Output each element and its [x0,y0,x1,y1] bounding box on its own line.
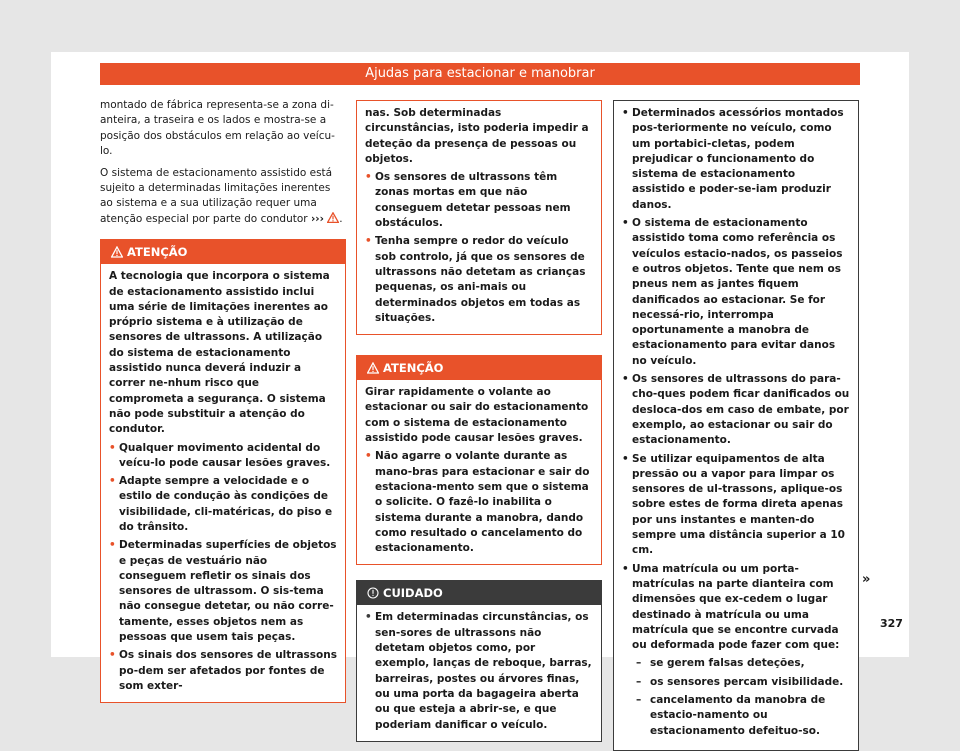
column-1 [100,98,346,703]
caution-bullet: • O sistema de estacionamento assistido toma como referência os veículos estacio-nados, os passeios e outros objetos. Tente que nem os pneus nem as jantes fiquem danificados ao estacionar. Se for necessá-rio, interrompa oportunamente a manobra de estacionamento para evitar danos no veículo. [622,216,850,369]
caution-box-continued-body [614,101,858,750]
caution-bullet: • Se utilizar equipamentos de alta pressão ou a vapor para limpar os sensores de ul-trassons, aplique-os sobre estes de forma direta apenas por uns instantes e manten-do sempre uma distância superior a 10 cm. [622,452,850,559]
warning-box-steering [356,355,602,565]
caution-box-header [357,581,601,605]
warning-box-continued-body [357,101,601,334]
warning-bullet: • Os sensores de ultrassons têm zonas mortas em que não conseguem detetar pessoas nem obstáculos. [365,170,593,231]
caution-bullet: • Em determinadas circunstâncias, os sen-sores de ultrassons não detetam objetos como, por exemplo, lanças de reboque, barras, barreiras, postes ou árvores finas, ou uma porta da bagageira aberta ou que esteja a abrir-se, e que poderiam danificar o veículo. [365,610,593,732]
warning-box-header [101,240,345,264]
warning-continued-text: nas. Sob determinadas circunstâncias, isto poderia impedir a deteção da presença de pessoas ou objetos. [365,107,589,165]
caution-bullet: • Determinados acessórios montados pos-teriormente no veículo, como um portabici-cletas, podem prejudicar o funcionamento do sistema de estacionamento assistido e poder-se-iam produzir danos. [622,106,850,213]
warning-triangle-icon [327,212,339,223]
warning-intro: Girar rapidamente o volante ao estacionar ou sair do estacionamento com o sistema de estacionamento assistido pode causar lesões graves. [365,386,589,445]
warning-title: ATENÇÃO [383,361,444,376]
warning-triangle-icon [111,246,123,258]
warning-bullet: • Os sinais dos sensores de ultrassons po-dem ser afetados por fontes de som exter- [109,648,337,694]
caution-bullet: • Os sensores de ultrassons do para-cho-ques podem ficar danificados ou desloca-dos em caso de embate, por exemplo, ao estacionar ou sair do estacionamento. [622,372,850,448]
warning-box [100,239,346,703]
warning-bullet: • Tenha sempre o redor do veículo sob controlo, já que os sensores de ultrassons não detetam as crianças pequenas, os ani-mais ou determinados objetos em todas as situações. [365,234,593,326]
warning-triangle-icon [367,362,379,374]
column-3 [613,100,859,751]
cross-reference-arrows[interactable]: ››› [310,212,324,225]
warning-box-body [101,264,345,702]
caution-bullet: • Uma matrícula ou um porta-matrículas na parte dianteira com dimensões que ex-cedem o lugar destinado à matrícula ou uma matrícula que se encontre curvada ou deformada pode fazer com que: [622,562,850,654]
paragraph-limitations: O sistema de estacionamento assistido está sujeito a determinadas limitações inerentes ao sistema e a sua utilização requer uma atenção especial por parte do condutor ››› . [100,166,343,225]
info-circle-icon [367,587,379,599]
caution-subitem: – cancelamento da manobra de estacio-namento ou estacionamento defeituo-so. [622,693,850,739]
caution-subitem: – se gerem falsas deteções, [622,656,850,671]
warning-bullet: • Determinadas superfícies de objetos e peças de vestuário não conseguem refletir os sinais dos sensores de ultrassom. O sis-tema não consegue detetar, ou não corre-tamente, esses objetos nem as pessoas que usem tais peças. [109,538,337,645]
warning-bullet: • Qualquer movimento acidental do veícu-lo pode causar lesões graves. [109,441,337,472]
warning-box-body [357,380,601,564]
warning-bullet: • Não agarre o volante durante as mano-bras para estacionar e sair do estaciona-mento sem que o sistema o solicite. O fazê-lo inabilita o sistema durante a manobra, dando como resultado o cancelamento do estacionamento. [365,449,593,556]
caution-subitem: – os sensores percam visibilidade. [622,675,850,690]
continued-arrow-icon: » [862,572,871,587]
caution-title: CUIDADO [383,586,443,601]
caution-box-body [357,605,601,740]
warning-bullet: • Adapte sempre a velocidade e o estilo de condução às condições de visibilidade, cli-matéricas, do piso e do trânsito. [109,474,337,535]
caution-box-continued [613,100,859,751]
warning-box-header [357,356,601,380]
column-2 [356,100,602,742]
warning-intro: A tecnologia que incorpora o sistema de estacionamento assistido inclui uma série de limitações inerentes ao próprio sistema e à utilização de sensores de ultrassons. A utilização do sistema de estacionamento assistido nunca deverá induzir a correr ne-nhum risco que comprometa a segurança. O sistema não pode substituir a atenção do condutor. [109,270,330,436]
caution-box [356,580,602,741]
warning-box-continued [356,100,602,335]
page-number: 327 [880,617,903,630]
section-header: Ajudas para estacionar e manobrar [100,63,860,85]
warning-title: ATENÇÃO [127,245,188,260]
paragraph-intro: montado de fábrica representa-se a zona di-anteira, a traseira e os lados e mostra-se a posição dos obstáculos em relação ao veícu-lo. [100,99,335,158]
